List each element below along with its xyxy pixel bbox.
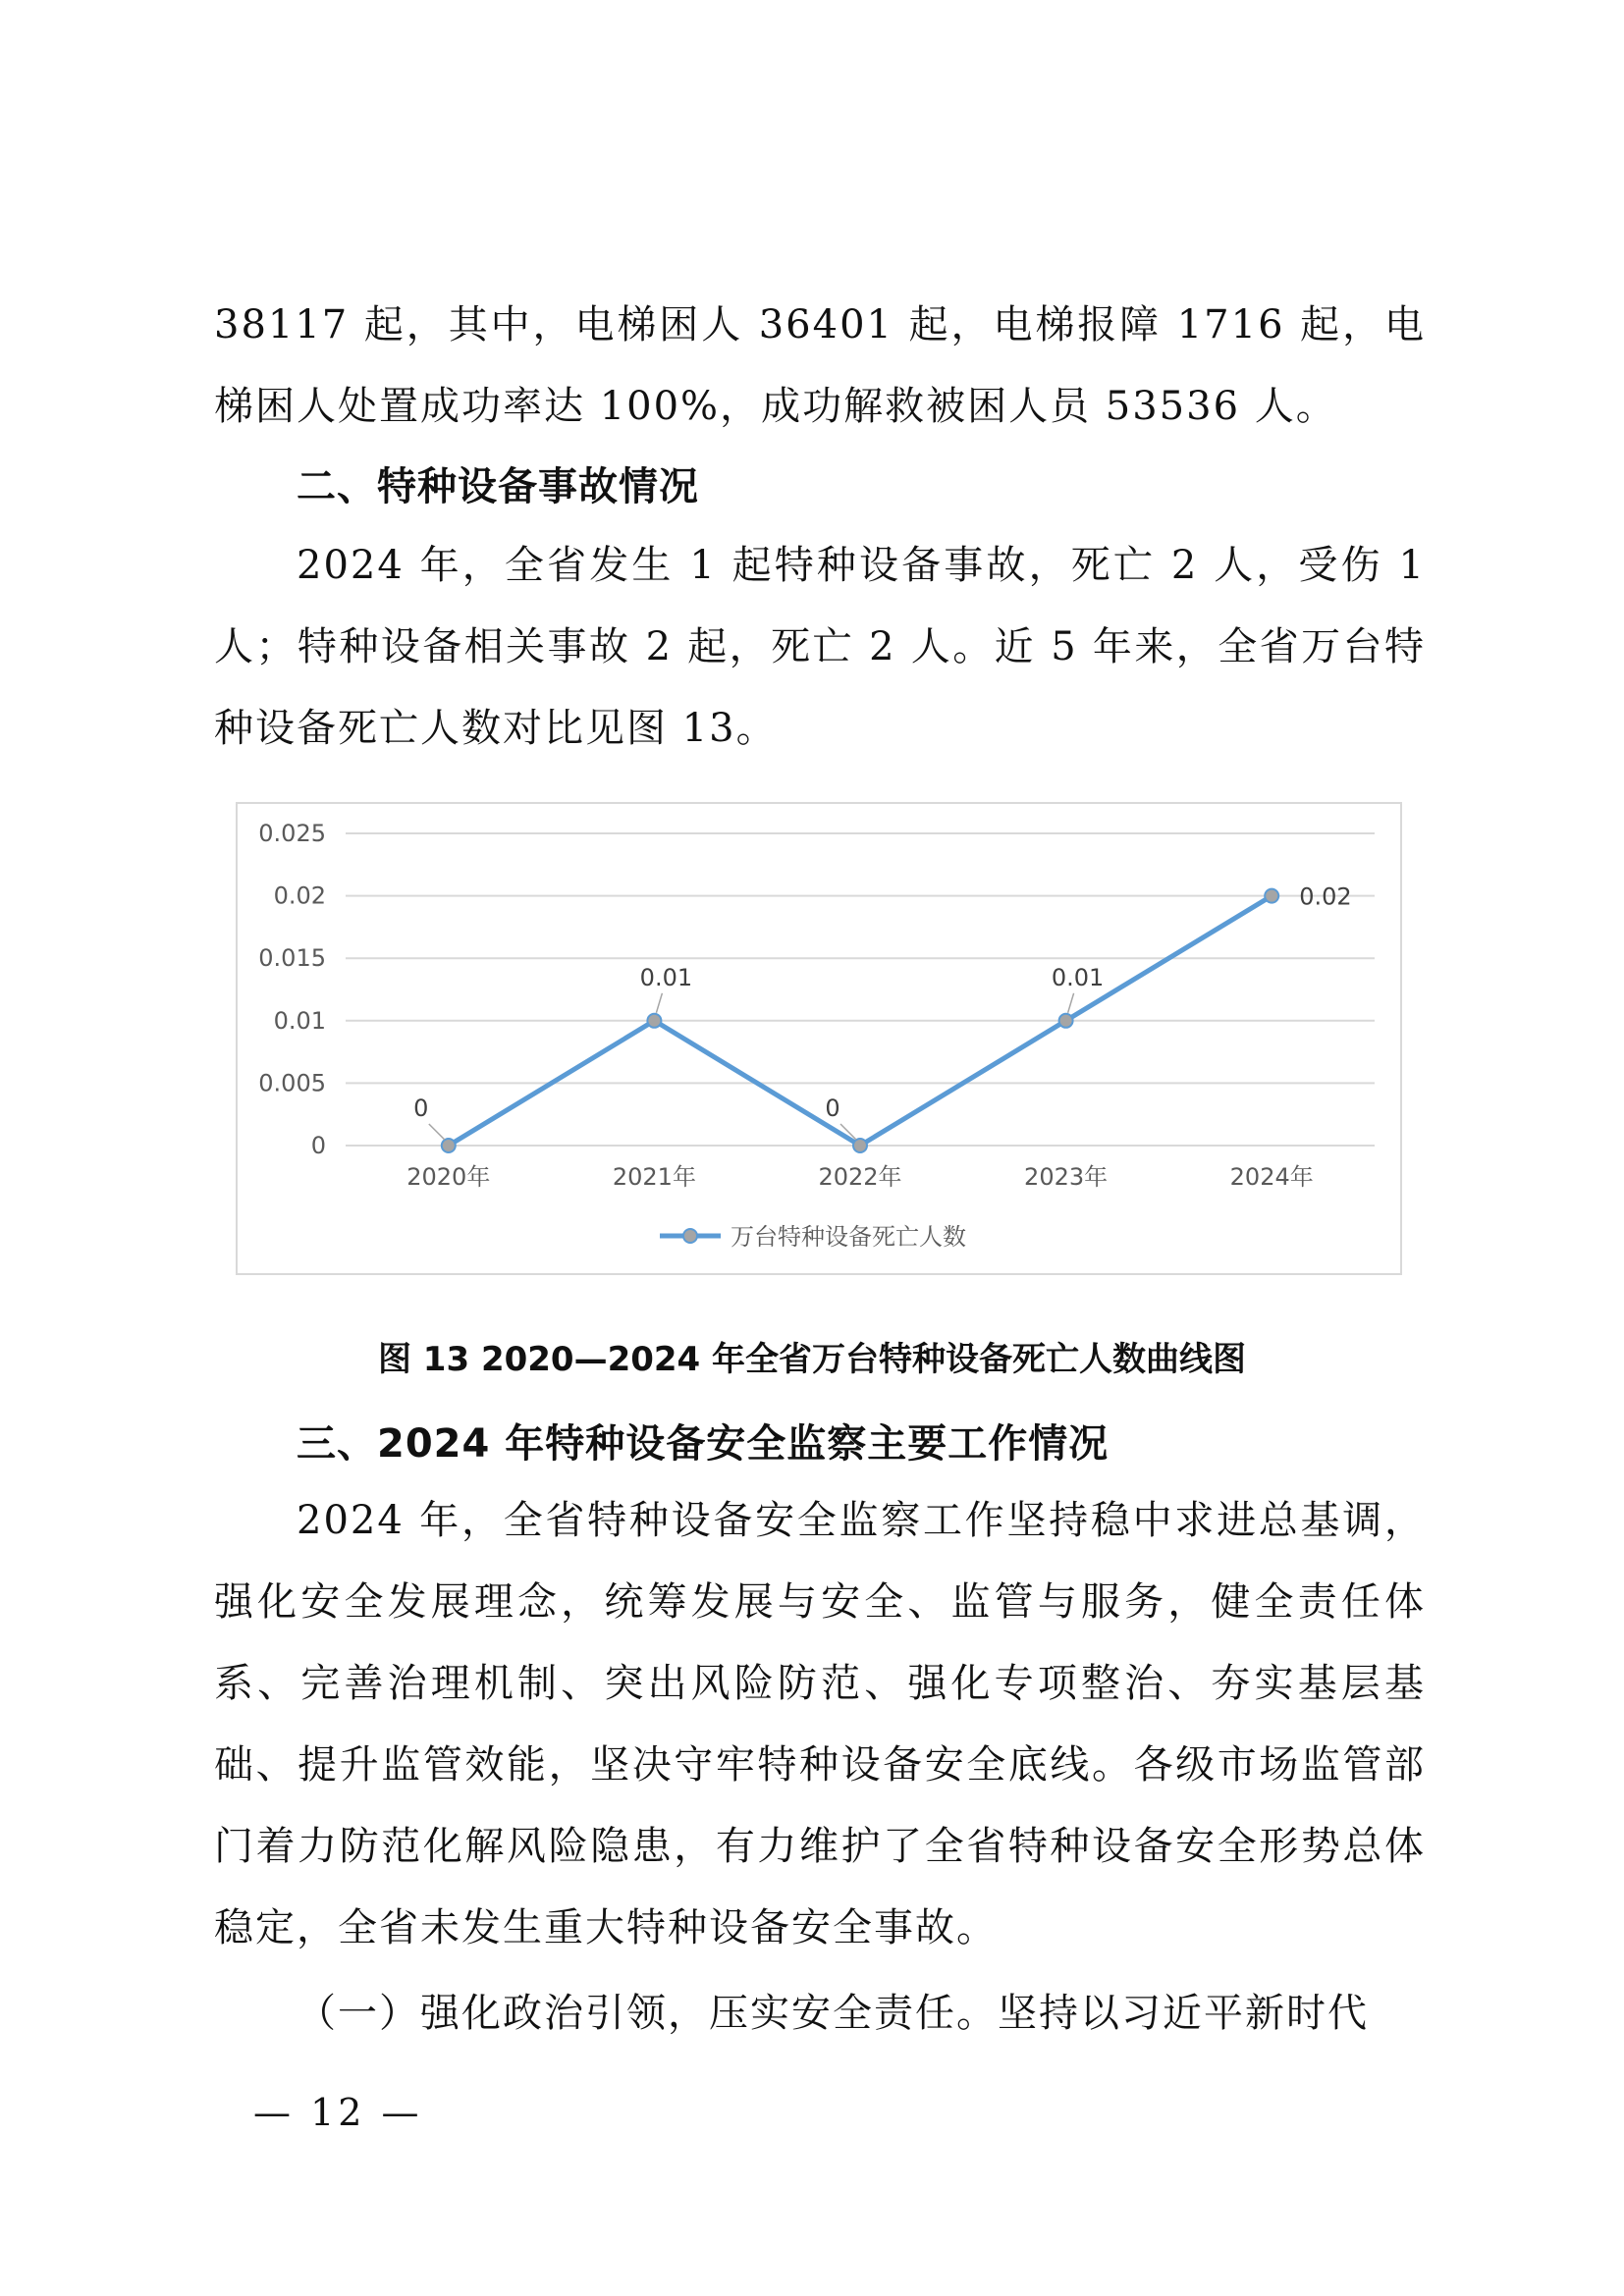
data-point <box>442 1139 456 1152</box>
leader-line <box>1068 993 1074 1013</box>
leader-line <box>429 1124 445 1140</box>
data-label: 0 <box>413 1095 429 1122</box>
y-tick-label: 0.015 <box>258 944 326 973</box>
figure-caption: 图 13 2020—2024 年全省万台特种设备死亡人数曲线图 <box>377 1340 1247 1379</box>
section-heading-accidents: 二、特种设备事故情况 <box>297 464 699 509</box>
data-point <box>647 1014 661 1028</box>
legend-marker <box>683 1229 697 1243</box>
page-number: — 12 — <box>253 2091 423 2134</box>
paragraph-accident-summary: 2024 年，全省发生 1 起特种设备事故，死亡 2 人，受伤 1 人；特种设备相关事故 2 起，死亡 2 人。近 5 年来，全省万台特种设备死亡人数对比见图 13。 <box>214 543 1426 751</box>
legend-label: 万台特种设备死亡人数 <box>731 1223 966 1251</box>
data-point <box>1265 889 1278 903</box>
data-point <box>1059 1014 1073 1028</box>
y-tick-label: 0.025 <box>258 820 326 847</box>
data-label: 0.01 <box>1051 963 1105 991</box>
x-tick-label: 2023年 <box>1024 1163 1109 1191</box>
line-chart <box>236 802 1402 1275</box>
paragraph-work-summary: 2024 年，全省特种设备安全监察工作坚持稳中求进总基调，强化安全发展理念，统筹发展与安全、监管与服务，健全责任体系、完善治理机制、突出风险防范、强化专项整治、夯实基层基础、提升监管效能，坚决守牢特种设备安全底线。各级市场监管部门着力防范化解风险隐患，有力维护了全省特种设备安全形势总体稳定，全省未发生重大特种设备安全事故。 <box>214 1498 1426 1950</box>
paragraph-elevator-stats: 38117 起，其中，电梯困人 36401 起，电梯报障 1716 起，电梯困人处置成功率达 100%，成功解救被困人员 53536 人。 <box>214 302 1426 429</box>
paragraph-political-guidance: （一）强化政治引领，压实安全责任。坚持以习近平新时代 <box>297 1991 1369 2036</box>
x-tick-label: 2020年 <box>406 1163 491 1191</box>
x-tick-label: 2024年 <box>1229 1163 1314 1191</box>
x-tick-label: 2021年 <box>612 1163 696 1191</box>
y-tick-label: 0 <box>310 1132 326 1159</box>
data-label: 0.01 <box>639 963 693 991</box>
y-tick-label: 0.02 <box>273 881 326 910</box>
data-label: 0 <box>825 1095 840 1122</box>
leader-line <box>656 993 662 1013</box>
data-point <box>853 1139 867 1152</box>
x-tick-label: 2022年 <box>818 1163 902 1191</box>
y-tick-label: 0.005 <box>258 1069 326 1097</box>
chart-canvas <box>238 804 1400 1273</box>
y-tick-label: 0.01 <box>273 1006 326 1035</box>
section-heading-work: 三、2024 年特种设备安全监察主要工作情况 <box>297 1421 1110 1467</box>
data-label: 0.02 <box>1299 882 1352 911</box>
